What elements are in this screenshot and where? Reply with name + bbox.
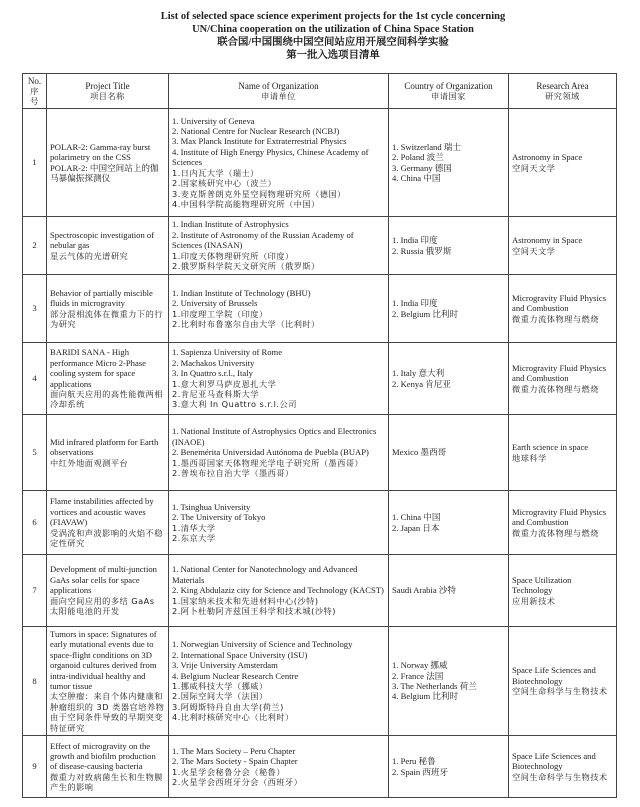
row-number: 8 <box>23 627 47 736</box>
project-title-cell <box>47 109 169 217</box>
research-area-line: Space Utilization Technology <box>512 574 572 596</box>
header-organization: Name of Organization 申请单位 <box>169 74 389 109</box>
research-area-line: Space Life Sciences and Biotechnology <box>512 750 596 772</box>
organization-line: 3.麦克斯普朗克外星空间物理研究所（德国） <box>172 188 346 199</box>
country-line: 4. China 中国 <box>392 172 441 183</box>
research-area-line: Microgravity Fluid Physics and Combustion <box>512 292 607 314</box>
country-line: 2. Kenya 肯尼亚 <box>392 378 451 389</box>
research-area-line: 空间生命科学与生物技术 <box>512 771 608 782</box>
title-line-4: 第一批入选项目清单 <box>286 50 380 61</box>
research-area-cell <box>509 491 617 555</box>
country-line: 2. Spain 西班牙 <box>392 766 449 777</box>
organization-line: 1. Indian Institute of Technology (BHU) <box>172 287 311 298</box>
table-row <box>23 217 617 275</box>
country-line: Saudi Arabia 沙特 <box>392 585 456 596</box>
project-title-line: POLAR-2: Gamma-ray burst polarimetry on the CSS <box>50 141 151 163</box>
row-number: 7 <box>23 555 47 627</box>
organization-line: 2. Institute of Astronomy of the Russian Academy of Sciences (INASAN) <box>172 229 354 251</box>
organization-cell <box>169 555 389 627</box>
organization-line: 2. King Abdulaziz city for Science and Technology (KACST) <box>172 585 384 596</box>
project-title-cell <box>47 491 169 555</box>
organization-line: 2. The University of Tokyo <box>172 512 266 523</box>
organization-line: 1.意大利罗马萨皮恩扎大学 <box>172 378 277 389</box>
organization-line: 3. Vrije University Amsterdam <box>172 660 278 671</box>
row-number: 5 <box>23 415 47 491</box>
country-line: 4. Belgium 比利时 <box>392 691 459 702</box>
organization-line: 2.肯尼亚马查科斯大学 <box>172 388 259 399</box>
country-line: 1. China 中国 <box>392 512 441 523</box>
organization-line: 4. Belgium Nuclear Research Centre <box>172 670 299 681</box>
table-row <box>23 415 617 491</box>
project-title-cell <box>47 736 169 798</box>
country-line: 1. Switzerland 瑞士 <box>392 141 461 152</box>
project-title-line: Behavior of partially miscible fluids in microgravity <box>50 287 153 309</box>
organization-line: 3. In Quattro s.r.l., Italy <box>172 368 253 379</box>
country-line: 1. Peru 秘鲁 <box>392 756 436 767</box>
organization-line: 1. The Mars Society – Peru Chapter <box>172 745 296 756</box>
organization-line: 1. National Center for Nanotechnology and Advanced Materials <box>172 564 358 585</box>
project-title-line: 太空肿瘤：来自个体内健康和肿瘤组织的 3D 类器官培养物由于空间条件导致的早期突变特征研究 <box>50 691 165 733</box>
research-area-line: 微重力流体物理与燃烧 <box>512 527 599 538</box>
project-title-line: 部分混相流体在微重力下的行为研究 <box>50 308 163 329</box>
country-cell <box>389 275 509 343</box>
project-title-line: Tumors in space: Signatures of early mutational events due to space-flight conditions on 3D organoid cultures derived from intra-individual healthy and tumor tissue <box>50 629 157 692</box>
organization-line: 2.阿卜杜勒阿齐兹国王科学和技术城(沙特) <box>172 606 336 617</box>
row-number: 3 <box>23 275 47 343</box>
research-area-cell <box>509 627 617 736</box>
project-title-line: 面向空间应用的多结 GaAs 太阳能电池的开发 <box>50 595 155 617</box>
research-area-line: 地球科学 <box>512 452 547 463</box>
research-area-cell <box>509 217 617 275</box>
organization-line: 2. The Mars Society - Spain Chapter <box>172 756 298 767</box>
organization-line: 1. Norwegian University of Science and Technology <box>172 639 353 650</box>
project-title-cell <box>47 217 169 275</box>
organization-line: 2. Machakos University <box>172 357 255 368</box>
research-area-line: Space Life Sciences and Biotechnology <box>512 665 596 686</box>
organization-line: 2.普埃布拉自治大学（墨西哥） <box>172 468 294 479</box>
organization-line: 3.意大利 In Quattro s.r.l.公司 <box>172 399 297 410</box>
project-title-line: 中红外地面观测平台 <box>50 457 129 468</box>
country-line: 2. Belgium 比利时 <box>392 308 459 319</box>
research-area-line: 应用新技术 <box>512 595 556 606</box>
organization-line: 1.印度理工学院（印度） <box>172 308 268 319</box>
organization-line: 2. International Space University (ISU) <box>172 649 308 660</box>
table-row <box>23 343 617 415</box>
research-area-line: 空间天文学 <box>512 162 556 173</box>
organization-line: 2. National Centre for Nuclear Research (NCBJ) <box>172 126 340 137</box>
country-line: 3. Germany 德国 <box>392 162 452 173</box>
organization-line: 2.国际空间大学（法国） <box>172 691 268 702</box>
table-row <box>23 555 617 627</box>
research-area-line: 空间天文学 <box>512 245 556 256</box>
organization-cell <box>169 627 389 736</box>
project-title-line: Development of multi-junction GaAs solar cells for space applications <box>50 564 157 596</box>
country-line: 1. India 印度 <box>392 235 438 246</box>
organization-line: 1. University of Geneva <box>172 115 255 126</box>
country-line: 1. Italy 意大利 <box>392 368 445 379</box>
organization-line: 3.阿姆斯特丹自由大学(荷兰) <box>172 701 284 712</box>
table-row <box>23 275 617 343</box>
organization-line: 1.挪威科技大学（挪威） <box>172 681 268 692</box>
country-line: 2. Poland 波兰 <box>392 152 444 163</box>
organization-cell <box>169 736 389 798</box>
country-cell <box>389 736 509 798</box>
project-title-line: Mid infrared platform for Earth observations <box>50 436 159 458</box>
country-line: 2. France 法国 <box>392 670 444 681</box>
country-line: 2. Japan 日本 <box>392 522 440 533</box>
country-line: 1. India 印度 <box>392 298 438 309</box>
project-title-line: 微重力对致病菌生长和生物膜产生的影响 <box>50 771 163 793</box>
organization-line: 4. Institute of High Energy Physics, Chinese Academy of Sciences <box>172 146 369 168</box>
organization-line: 1.日内瓦大学（瑞士） <box>172 167 259 178</box>
organization-line: 1. Tsinghua University <box>172 501 251 512</box>
organization-line: 4.中国科学院高能物理研究所（中国） <box>172 198 320 209</box>
row-number: 1 <box>23 109 47 217</box>
organization-line: 1. National Institute of Astrophysics Optics and Electronics (INAOE) <box>172 426 377 447</box>
country-cell <box>389 627 509 736</box>
organization-line: 2.国家核研究中心（波兰） <box>172 178 277 189</box>
organization-cell <box>169 343 389 415</box>
country-cell <box>389 343 509 415</box>
organization-line: 2.东京大学 <box>172 532 216 543</box>
project-title-cell <box>47 415 169 491</box>
organization-cell <box>169 109 389 217</box>
table-header-row <box>23 74 617 109</box>
row-number: 9 <box>23 736 47 798</box>
organization-line: 1.印度天体物理研究所（印度） <box>172 250 294 261</box>
row-number: 2 <box>23 217 47 275</box>
project-title-cell <box>47 555 169 627</box>
organization-line: 1.墨西哥国家天体物理光学电子研究所（墨西哥） <box>172 457 364 468</box>
research-area-cell <box>509 555 617 627</box>
project-title-line: 受涡流和声波影响的火焰不稳定性研究 <box>50 527 163 549</box>
research-area-line: 空间生命科学与生物技术 <box>512 686 608 697</box>
organization-line: 2. Benemérita Universidad Autónoma de Puebla (BUAP) <box>172 447 369 458</box>
country-cell <box>389 217 509 275</box>
country-cell <box>389 415 509 491</box>
country-cell <box>389 491 509 555</box>
country-line: 1. Norway 挪威 <box>392 660 448 671</box>
organization-line: 1. Sapienza University of Rome <box>172 347 283 358</box>
organization-line: 1.国家纳米技术和先进材料中心(沙特) <box>172 595 319 606</box>
research-area-cell <box>509 736 617 798</box>
research-area-line: Microgravity Fluid Physics and Combustion <box>512 506 607 528</box>
country-line: Mexico 墨西哥 <box>392 447 447 458</box>
organization-line: 4.比利时核研究中心（比利时） <box>172 712 294 723</box>
research-area-line: Astronomy in Space <box>512 235 583 246</box>
project-title-line: 面向航天应用的高性能微两相冷却系统 <box>50 388 163 410</box>
project-title-line: POLAR-2: 中国空间站上的伽马暴偏振探测仪 <box>50 162 159 183</box>
research-area-cell <box>509 275 617 343</box>
country-line: 3. The Netherlands 荷兰 <box>392 681 477 692</box>
project-title-cell <box>47 275 169 343</box>
organization-line: 1.清华大学 <box>172 522 216 533</box>
organization-line: 1.火星学会秘鲁分会（秘鲁） <box>172 766 286 777</box>
table-row <box>23 627 617 736</box>
research-area-line: 微重力流体物理与燃烧 <box>512 383 599 394</box>
row-number: 6 <box>23 491 47 555</box>
research-area-line: Earth science in space <box>512 442 589 453</box>
table-row <box>23 109 617 217</box>
research-area-line: Microgravity Fluid Physics and Combustion <box>512 362 607 384</box>
organization-line: 1. Indian Institute of Astrophysics <box>172 219 289 230</box>
project-title-line: 星云气体的光谱研究 <box>50 250 129 261</box>
country-cell <box>389 555 509 627</box>
organization-line: 2.比利时布鲁塞尔自由大学（比利时） <box>172 318 320 329</box>
organization-line: 2. University of Brussels <box>172 298 258 309</box>
research-area-line: 微重力流体物理与燃烧 <box>512 313 599 324</box>
title-line-2: UN/China cooperation on the utilization of China Space Station <box>192 24 474 35</box>
organization-cell <box>169 275 389 343</box>
organization-line: 2.俄罗斯科学院天文研究所（俄罗斯） <box>172 261 320 272</box>
header-country: Country of Organization 申请国家 <box>389 74 509 109</box>
document-title <box>36 10 630 62</box>
project-title-cell <box>47 343 169 415</box>
country-line: 2. Russia 俄罗斯 <box>392 245 452 256</box>
row-number: 4 <box>23 343 47 415</box>
header-research-area: Research Area 研究领域 <box>509 74 617 109</box>
research-area-cell <box>509 343 617 415</box>
organization-line: 3. Max Planck Institute for Extraterrestrial Physics <box>172 136 347 147</box>
project-title-line: Effect of microgravity on the growth and biofilm production of disease-causing bacteria <box>50 740 156 772</box>
title-line-3: 联合国/中国围绕中国空间站应用开展空间科学实验 <box>217 37 449 48</box>
table-row <box>23 491 617 555</box>
header-project-title: Project Title 项目名称 <box>47 74 169 109</box>
organization-cell <box>169 491 389 555</box>
project-title-line: Flame instabilities affected by vortices and acoustic waves (FIAVAW) <box>50 496 154 528</box>
research-area-cell <box>509 109 617 217</box>
country-cell <box>389 109 509 217</box>
title-line-1: List of selected space science experiment projects for the 1st cycle concerning <box>160 11 506 22</box>
project-title-line: BARIDI SANA - High performance Micro 2-Phase cooling system for space applications <box>50 347 146 389</box>
projects-table <box>22 73 617 798</box>
organization-cell <box>169 217 389 275</box>
organization-line: 2.火星学会西班牙分会（西班牙） <box>172 776 303 787</box>
project-title-line: Spectroscopic investigation of nebular gas <box>50 229 155 251</box>
table-row <box>23 736 617 798</box>
organization-cell <box>169 415 389 491</box>
research-area-cell <box>509 415 617 491</box>
research-area-line: Astronomy in Space <box>512 152 583 163</box>
header-no: No. 序号 <box>23 74 47 109</box>
project-title-cell <box>47 627 169 736</box>
